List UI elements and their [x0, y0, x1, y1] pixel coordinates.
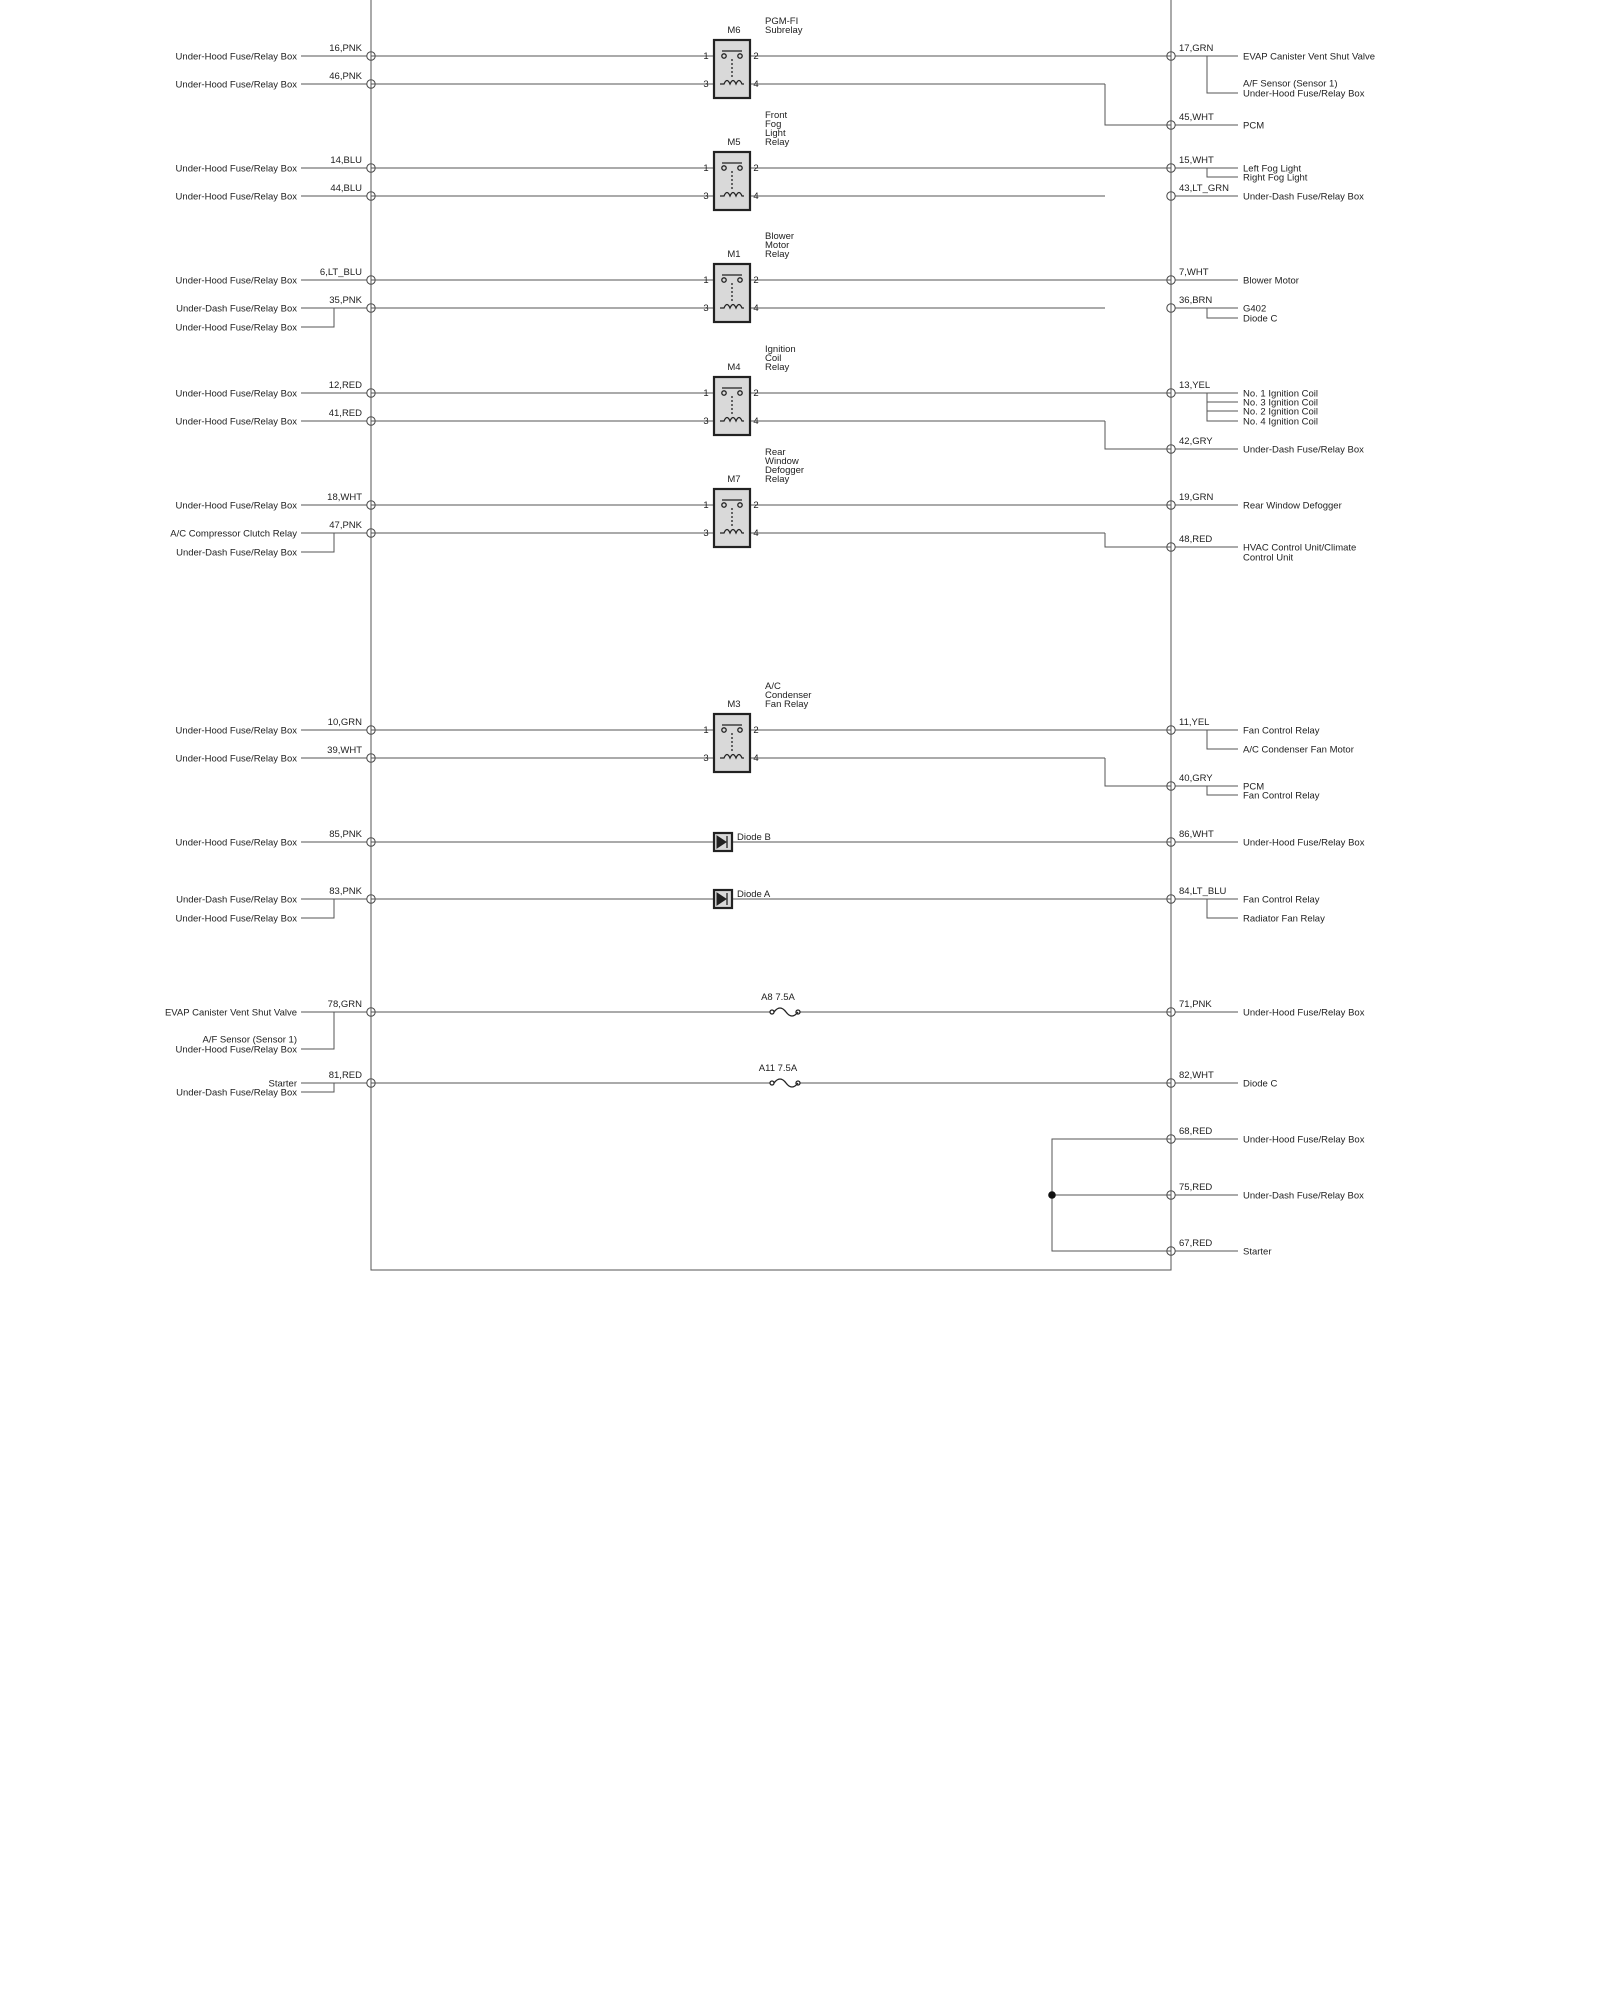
relay-id: M3: [727, 699, 741, 710]
relay-name: Fan Relay: [765, 699, 809, 710]
left-destination-label: Under-Hood Fuse/Relay Box: [175, 322, 297, 334]
relay-name: Condenser: [765, 690, 812, 701]
left-wire-code: 81,RED: [328, 1070, 362, 1081]
right-destination-label: PCM: [1243, 120, 1265, 132]
relay-pin-number: 4: [753, 753, 759, 764]
left-wire-code: 18,WHT: [327, 492, 362, 503]
left-wire-code: 14,BLU: [330, 155, 362, 166]
right-destination-label: Diode C: [1243, 1078, 1278, 1090]
right-connector-row: [1179, 1238, 1272, 1258]
right-wire-code: 68,RED: [1179, 1126, 1213, 1137]
left-branch-wire: [301, 1083, 334, 1092]
relay-pin-number: 2: [753, 500, 759, 511]
relay-pin-number: 4: [753, 303, 759, 314]
diode-a: [714, 889, 771, 908]
right-connector-row: [1179, 112, 1264, 132]
connector-frame: [371, 0, 1171, 1270]
right-destination-label: Under-Dash Fuse/Relay Box: [1243, 191, 1364, 203]
relay-pin-number: 1: [703, 388, 709, 399]
right-destination-label: EVAP Canister Vent Shut Valve: [1243, 51, 1376, 63]
right-branch-wire: [1207, 786, 1238, 795]
left-destination-label: Under-Hood Fuse/Relay Box: [175, 275, 297, 287]
right-wire-code: 40,GRY: [1179, 773, 1213, 784]
jog-wire: [1105, 421, 1171, 449]
left-destination-label: A/C Compressor Clutch Relay: [170, 528, 297, 540]
relay-pin-number: 1: [703, 725, 709, 736]
diode-label: Diode B: [737, 832, 771, 843]
relay-m7: [703, 447, 804, 547]
relay-name: PGM-FI: [765, 16, 799, 27]
right-wire-code: 75,RED: [1179, 1182, 1213, 1193]
relay-pin-number: 3: [703, 416, 709, 427]
relay-name: Blower: [765, 231, 795, 242]
right-connector-row: [1179, 1070, 1277, 1090]
left-wire-code: 47,PNK: [329, 520, 362, 531]
left-connector-row: [165, 999, 362, 1056]
relay-m5: [703, 110, 789, 210]
left-branch-wire: [301, 308, 334, 327]
right-connector-row: [1179, 999, 1365, 1019]
relay-pin-number: 1: [703, 163, 709, 174]
right-connector-row: [1179, 1182, 1364, 1202]
right-wire-code: 15,WHT: [1179, 155, 1214, 166]
right-destination-label: Under-Hood Fuse/Relay Box: [1243, 88, 1365, 100]
right-destination-label: No. 3 Ignition Coil: [1243, 397, 1318, 409]
relay-pin-number: 4: [753, 416, 759, 427]
right-branch-wire: [1207, 899, 1238, 918]
left-connector-row: [176, 492, 363, 512]
left-destination-label: Under-Hood Fuse/Relay Box: [175, 163, 297, 175]
right-destination-label: Control Unit: [1243, 552, 1294, 564]
right-destination-label: A/F Sensor (Sensor 1): [1243, 78, 1338, 90]
relay-id: M4: [727, 362, 741, 373]
right-destination-label: Radiator Fan Relay: [1243, 913, 1325, 925]
right-connector-row: [1179, 295, 1277, 325]
right-destination-label: G402: [1243, 303, 1267, 315]
left-destination-label: A/F Sensor (Sensor 1): [202, 1034, 297, 1046]
fuse-icon: [774, 1008, 798, 1016]
right-connector-row: [1179, 43, 1375, 100]
relay-pin-number: 4: [753, 528, 759, 539]
relay-id: M1: [727, 249, 741, 260]
relay-pin-number: 4: [753, 191, 759, 202]
left-wire-code: 16,PNK: [329, 43, 362, 54]
right-connector-row: [1179, 717, 1354, 756]
left-destination-label: Under-Hood Fuse/Relay Box: [175, 191, 297, 203]
left-connector-row: [176, 717, 363, 737]
right-connector-row: [1179, 155, 1308, 184]
relay-pin-number: 3: [703, 191, 709, 202]
left-destination-label: Under-Dash Fuse/Relay Box: [176, 894, 297, 906]
relay-name: Relay: [765, 249, 790, 260]
left-wire-code: 44,BLU: [330, 183, 362, 194]
right-wire-code: 82,WHT: [1179, 1070, 1214, 1081]
right-branch-wire: [1207, 308, 1238, 318]
right-connector-row: [1179, 183, 1364, 203]
relay-pin-number: 2: [753, 51, 759, 62]
relay-pin-number: 1: [703, 51, 709, 62]
left-wire-code: 46,PNK: [329, 71, 362, 82]
left-destination-label: Under-Hood Fuse/Relay Box: [175, 913, 297, 925]
fuse-label: A11 7.5A: [758, 1063, 798, 1074]
relay-pin-number: 1: [703, 275, 709, 286]
right-connector-row: [1179, 436, 1364, 456]
left-destination-label: Under-Hood Fuse/Relay Box: [175, 51, 297, 63]
right-connector-row: [1179, 773, 1320, 802]
left-wire-code: 12,RED: [328, 380, 362, 391]
relay-m6: [703, 16, 802, 98]
left-connector-row: [176, 745, 363, 765]
right-branch-wire: [1207, 393, 1238, 421]
left-connector-row: [176, 408, 363, 428]
right-destination-label: Blower Motor: [1243, 275, 1299, 287]
relay-id: M5: [727, 137, 741, 148]
left-destination-label: Under-Hood Fuse/Relay Box: [175, 725, 297, 737]
left-connector-row: [176, 183, 363, 203]
right-destination-label: Under-Dash Fuse/Relay Box: [1243, 1190, 1364, 1202]
right-wire-code: 7,WHT: [1179, 267, 1209, 278]
right-destination-label: PCM: [1243, 781, 1265, 793]
left-destination-label: Under-Hood Fuse/Relay Box: [175, 837, 297, 849]
fuse-terminal: [770, 1010, 774, 1014]
relay-id: M6: [727, 25, 741, 36]
relay-pin-number: 3: [703, 528, 709, 539]
relay-pin-number: 2: [753, 725, 759, 736]
right-destination-label: Diode C: [1243, 313, 1278, 325]
right-destination-label: Rear Window Defogger: [1243, 500, 1342, 512]
right-connector-pin: [1167, 302, 1175, 314]
left-branch-wire: [301, 899, 334, 918]
right-connector-pin: [1167, 190, 1175, 202]
left-destination-label: Under-Dash Fuse/Relay Box: [176, 1087, 297, 1099]
right-destination-label: Under-Hood Fuse/Relay Box: [1243, 1134, 1365, 1146]
left-connector-row: [176, 829, 363, 849]
relay-name: Relay: [765, 474, 790, 485]
left-destination-label: Under-Hood Fuse/Relay Box: [175, 753, 297, 765]
relay-pin-number: 2: [753, 275, 759, 286]
right-branch-wire: [1207, 730, 1238, 749]
right-destination-label: Right Fog Light: [1243, 172, 1308, 184]
left-wire-code: 83,PNK: [329, 886, 362, 897]
relay-name: A/C: [765, 681, 781, 692]
right-destination-label: Fan Control Relay: [1243, 790, 1320, 802]
right-connector-row: [1179, 886, 1325, 925]
right-branch-wire: [1207, 56, 1238, 93]
right-wire-code: 11,YEL: [1179, 717, 1210, 728]
right-wire-code: 43,LT_GRN: [1179, 183, 1229, 194]
jog-wire: [1105, 84, 1171, 125]
right-destination-label: Under-Dash Fuse/Relay Box: [1243, 444, 1364, 456]
left-wire-code: 85,PNK: [329, 829, 362, 840]
right-destination-label: Left Fog Light: [1243, 163, 1302, 175]
left-destination-label: Under-Hood Fuse/Relay Box: [175, 416, 297, 428]
relay-name: Coil: [765, 353, 782, 364]
right-wire-code: 67,RED: [1179, 1238, 1213, 1249]
relay-pin-number: 4: [753, 79, 759, 90]
right-wire-code: 71,PNK: [1179, 999, 1212, 1010]
left-destination-label: Under-Dash Fuse/Relay Box: [176, 547, 297, 559]
jog-wire: [1105, 533, 1171, 547]
right-connector-row: [1179, 829, 1365, 849]
left-connector-row: [176, 380, 363, 400]
relay-pin-number: 3: [703, 79, 709, 90]
left-destination-label: Under-Dash Fuse/Relay Box: [176, 303, 297, 315]
right-connector-row: [1179, 492, 1342, 512]
left-destination-label: Starter: [268, 1078, 297, 1090]
left-connector-row: [176, 886, 363, 925]
relay-id: M7: [727, 474, 741, 485]
splice-dot: [1048, 1191, 1056, 1199]
left-connector-row: [176, 267, 363, 287]
right-destination-label: Under-Hood Fuse/Relay Box: [1243, 1007, 1365, 1019]
right-destination-label: No. 1 Ignition Coil: [1243, 388, 1318, 400]
left-destination-label: Under-Hood Fuse/Relay Box: [175, 500, 297, 512]
right-wire-code: 45,WHT: [1179, 112, 1214, 123]
left-connector-row: [176, 155, 363, 175]
jog-wire: [1105, 758, 1171, 786]
diode-label: Diode A: [737, 889, 771, 900]
right-destination-label: A/C Condenser Fan Motor: [1243, 744, 1354, 756]
relay-name: Fog: [765, 119, 782, 130]
relay-name: Front: [765, 110, 788, 121]
right-wire-code: 84,LT_BLU: [1179, 886, 1227, 897]
right-destination-label: HVAC Control Unit/Climate: [1243, 542, 1357, 554]
right-destination-label: Fan Control Relay: [1243, 894, 1320, 906]
relay-name: Rear: [765, 447, 786, 458]
fuse-label: A8 7.5A: [761, 992, 795, 1003]
right-wire-code: 19,GRN: [1179, 492, 1214, 503]
left-destination-label: Under-Hood Fuse/Relay Box: [175, 388, 297, 400]
right-connector-row: [1179, 1126, 1365, 1146]
relay-pin-number: 3: [703, 303, 709, 314]
left-destination-label: Under-Hood Fuse/Relay Box: [175, 1044, 297, 1056]
relay-pin-number: 3: [703, 753, 709, 764]
left-destination-label: EVAP Canister Vent Shut Valve: [164, 1007, 297, 1019]
left-branch-wire: [301, 1012, 334, 1049]
right-destination-label: Fan Control Relay: [1243, 725, 1320, 737]
relay-pin-number: 2: [753, 388, 759, 399]
relay-name: Window: [765, 456, 799, 467]
left-connector-row: [176, 71, 363, 91]
right-wire-code: 42,GRY: [1179, 436, 1213, 447]
right-wire-code: 48,RED: [1179, 534, 1213, 545]
right-branch-wire: [1207, 168, 1238, 177]
right-destination-label: Under-Hood Fuse/Relay Box: [1243, 837, 1365, 849]
left-wire-code: 6,LT_BLU: [319, 267, 362, 278]
right-connector-row: [1179, 267, 1299, 287]
right-wire-code: 13,YEL: [1179, 380, 1211, 391]
relay-name: Defogger: [765, 465, 805, 476]
right-wire-code: 36,BRN: [1179, 295, 1213, 306]
left-wire-code: 39,WHT: [327, 745, 362, 756]
relay-name: Relay: [765, 362, 790, 373]
right-connector-row: [1179, 534, 1356, 564]
left-wire-code: 41,RED: [328, 408, 362, 419]
relay-name: Light: [765, 128, 786, 139]
right-destination-label: Starter: [1243, 1246, 1272, 1258]
left-branch-wire: [301, 533, 334, 552]
left-destination-label: Under-Hood Fuse/Relay Box: [175, 79, 297, 91]
relay-name: Subrelay: [765, 25, 803, 36]
relay-name: Relay: [765, 137, 790, 148]
left-connector-row: [176, 43, 363, 63]
right-wire-code: 17,GRN: [1179, 43, 1214, 54]
relay-pin-number: 2: [753, 163, 759, 174]
relay-pin-number: 1: [703, 500, 709, 511]
left-wire-code: 35,PNK: [329, 295, 362, 306]
relay-name: Motor: [765, 240, 790, 251]
right-connector-row: [1179, 380, 1318, 428]
fuse-terminal: [770, 1081, 774, 1085]
relay-name: Ignition: [765, 344, 796, 355]
right-destination-label: No. 2 Ignition Coil: [1243, 406, 1318, 418]
left-connector-row: [176, 295, 363, 334]
diode-b: [714, 832, 771, 851]
left-wire-code: 78,GRN: [327, 999, 362, 1010]
right-destination-label: No. 4 Ignition Coil: [1243, 416, 1318, 428]
right-wire-code: 86,WHT: [1179, 829, 1214, 840]
left-wire-code: 10,GRN: [327, 717, 362, 728]
fuse-icon: [774, 1079, 798, 1087]
